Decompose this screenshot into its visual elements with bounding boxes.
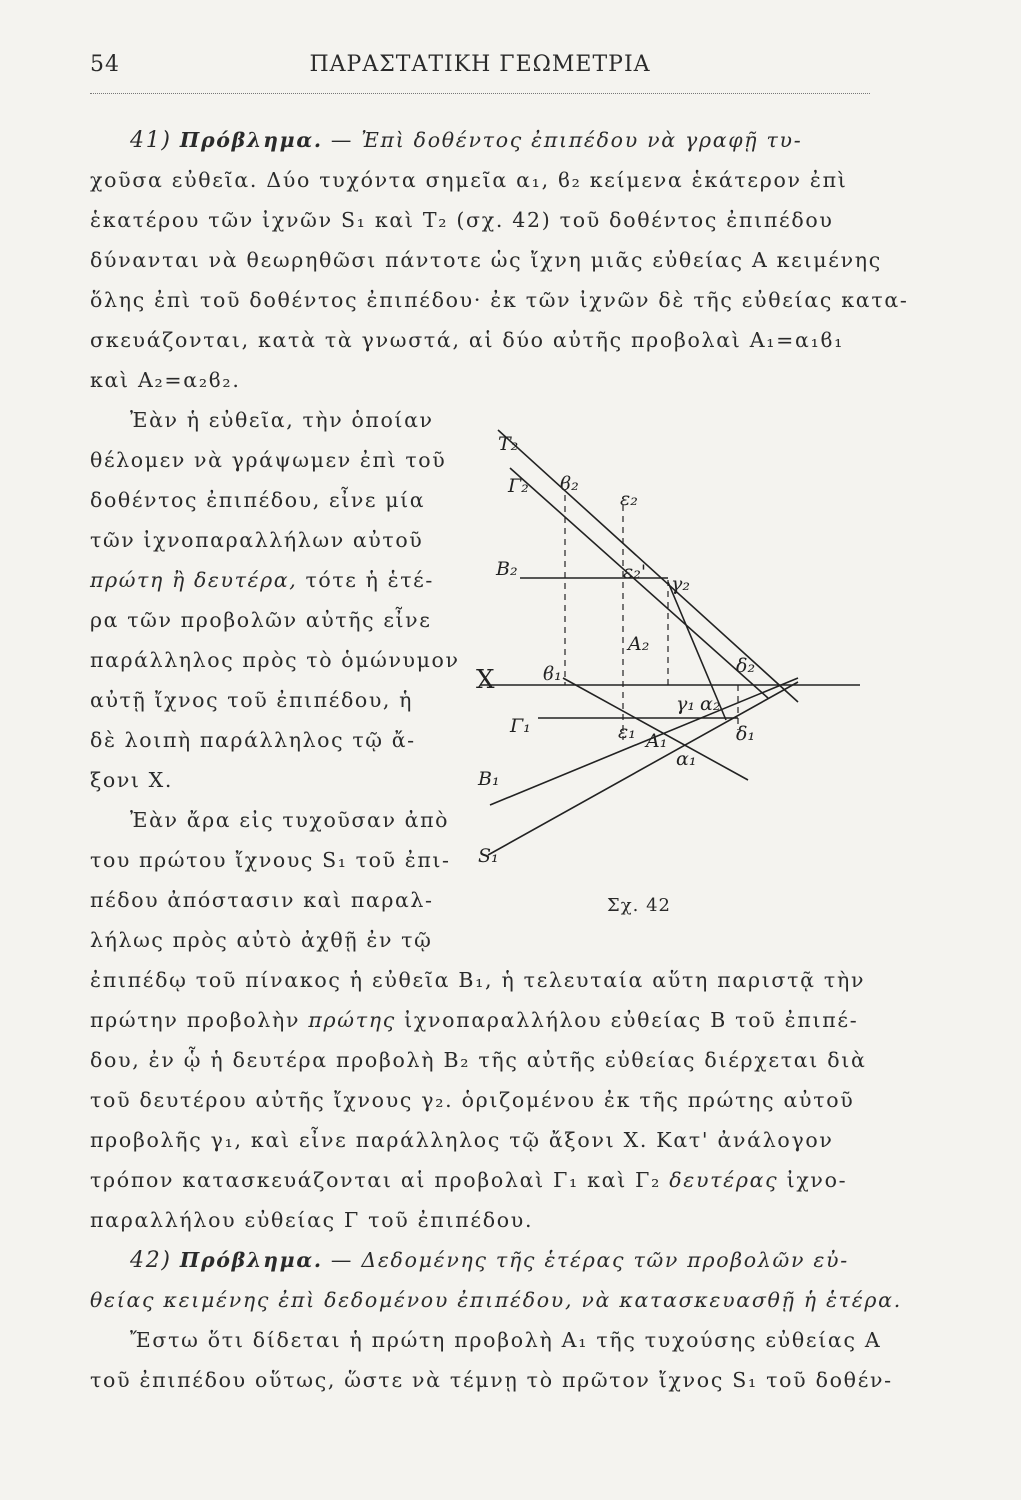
label-Gamma1: Γ₁ [510, 715, 531, 737]
italic-phrase: δευτέρας [669, 1168, 779, 1192]
text-line: του πρώτου ἴχνους S₁ τοῦ ἐπι- [90, 848, 451, 872]
problem41-dash: — [330, 128, 354, 152]
label-e2: ε₂ [620, 488, 638, 510]
text-span: ἰχνοπαραλλήλου εὐθείας B τοῦ ἐπιπέ- [395, 1008, 859, 1032]
page-number: 54 [90, 52, 120, 77]
text-line: δοθέντος ἐπιπέδου, εἶνε μία [90, 488, 426, 512]
text-span: τότε ἡ ἑτέ- [297, 568, 434, 592]
header-rule [90, 93, 870, 94]
text-line: Ἔστω ὅτι δίδεται ἡ πρώτη προβολὴ A₁ τῆς τυχούσης εὐθείας A [130, 1328, 882, 1352]
label-d2: δ₂ [736, 655, 756, 677]
label-e2-prime: ε₂' [623, 561, 647, 583]
problem42-dash: — [330, 1248, 354, 1272]
label-d1: δ₁ [736, 723, 756, 745]
problem41-heading-line [130, 128, 802, 153]
label-a2: α₂ [700, 693, 721, 715]
italic-phrase: πρώτη ἢ δευτέρα, [90, 568, 298, 592]
text-line: προβολῆς γ₁, καὶ εἶνε παράλληλος τῷ ἄξονι X. Κατ' ἀνάλογον [90, 1128, 834, 1152]
text-line: ξονι X. [90, 768, 173, 792]
text-line [90, 568, 434, 592]
label-a1: α₁ [676, 748, 697, 770]
problem41-title: Πρόβλημα. [179, 128, 323, 152]
text-line: καὶ A₂=α₂ϐ₂. [90, 368, 241, 392]
text-line: σκευάζονται, κατὰ τὰ γνωστά, αἱ δύο αὐτῆς προβολαὶ A₁=α₁ϐ₁ [90, 328, 845, 352]
text-line: ἐπιπέδῳ τοῦ πίνακος ἡ εὐθεῖα B₁, ἡ τελευταία αὕτη παριστᾷ τὴν [90, 968, 866, 992]
label-g1: γ₁ [676, 693, 695, 715]
text-line: ρα τῶν προβολῶν αὐτῆς εἶνε [90, 608, 432, 632]
text-line: θέλομεν νὰ γράψωμεν ἐπὶ τοῦ [90, 448, 447, 472]
label-B2: B₂ [496, 558, 518, 580]
text-line: θείας κειμένης ἐπὶ δεδομένου ἐπιπέδου, νὰ κατασκευασθῇ ἡ ἑτέρα. [90, 1288, 902, 1312]
problem42-number: 42) [130, 1248, 172, 1273]
problem42-statement: Δεδομένης τῆς ἑτέρας τῶν προβολῶν εὐ- [361, 1248, 849, 1272]
text-line [90, 1168, 847, 1192]
label-b2: ϐ₂ [560, 473, 579, 495]
problem42-heading-line [130, 1248, 849, 1273]
trace-s1-line [488, 682, 798, 855]
text-line [90, 1008, 858, 1032]
text-line: δὲ λοιπὴ παράλληλος τῷ ἄ- [90, 728, 416, 752]
label-Gamma2: Γ₂ [508, 475, 529, 497]
label-b1: ϐ₁ [543, 663, 562, 685]
text-line: Ἐὰν ἄρα εἰς τυχοῦσαν ἀπὸ [130, 808, 450, 832]
label-A2: A₂ [628, 633, 650, 655]
text-line: παραλλήλου εὐθείας Γ τοῦ ἐπιπέδου. [90, 1208, 534, 1232]
label-S1: S₁ [478, 845, 499, 867]
text-line: παράλληλος πρὸς τὸ ὁμώνυμον [90, 648, 460, 672]
text-line: τῶν ἰχνοπαραλλήλων αὐτοῦ [90, 528, 424, 552]
label-e1: ε₁ [618, 721, 636, 743]
text-line: πέδου ἀπόστασιν καὶ παραλ- [90, 888, 434, 912]
problem41-statement: Ἐπὶ δοθέντος ἐπιπέδου νὰ γραφῇ τυ- [361, 128, 803, 152]
running-title: ΠΑΡΑΣΤΑΤΙΚΗ ΓΕΩΜΕΤΡΙΑ [309, 52, 651, 77]
text-span: ἰχνο- [778, 1168, 848, 1192]
text-line: ὅλης ἐπὶ τοῦ δοθέντος ἐπιπέδου· ἐκ τῶν ἰχνῶν δὲ τῆς εὐθείας κατα- [90, 288, 909, 312]
text-line: ἑκατέρου τῶν ἰχνῶν S₁ καὶ T₂ (σχ. 42) τοῦ δοθέντος ἐπιπέδου [90, 208, 834, 232]
label-T2: T₂ [498, 433, 519, 455]
figure-caption: Σχ. 42 [607, 895, 671, 916]
text-line: δύνανται νὰ θεωρηθῶσι πάντοτε ὡς ἴχνη μιᾶς εὐθείας A κειμένης [90, 248, 882, 272]
text-line: Ἐὰν ἡ εὐθεῖα, τὴν ὁποίαν [130, 408, 434, 432]
label-X: X [476, 665, 495, 695]
text-line: αὐτῇ ἴχνος τοῦ ἐπιπέδου, ἡ [90, 688, 414, 712]
label-A1: A₁ [646, 730, 668, 752]
text-span: πρώτην προβολὴν [90, 1008, 309, 1032]
text-line: χοῦσα εὐθεῖα. Δύο τυχόντα σημεῖα α₁, ϐ₂ κείμενα ἑκάτερον ἐπὶ [90, 168, 848, 192]
text-line: τοῦ δευτέρου αὐτῆς ἴχνους γ₂. ὁριζομένου ἐκ τῆς πρώτης αὐτοῦ [90, 1088, 855, 1112]
text-line: λήλως πρὸς αὐτὸ ἀχθῇ ἐν τῷ [90, 928, 433, 952]
label-B1: B₁ [478, 768, 500, 790]
problem41-number: 41) [130, 128, 172, 153]
label-g2: γ₂ [671, 573, 690, 595]
text-line: τοῦ ἐπιπέδου οὕτως, ὥστε νὰ τέμνῃ τὸ πρῶτον ἴχνος S₁ τοῦ δοθέν- [90, 1368, 893, 1392]
text-line: δου, ἐν ᾧ ἡ δευτέρα προβολὴ B₂ τῆς αὐτῆς εὐθείας διέρχεται διὰ [90, 1048, 867, 1072]
text-span: τρόπον κατασκευάζονται αἱ προβολαὶ Γ₁ καὶ Γ₂ [90, 1168, 670, 1192]
page-header [90, 52, 870, 92]
problem42-title: Πρόβλημα. [179, 1248, 323, 1272]
figure-42-diagram [468, 410, 868, 920]
italic-phrase: πρώτης [308, 1008, 396, 1032]
